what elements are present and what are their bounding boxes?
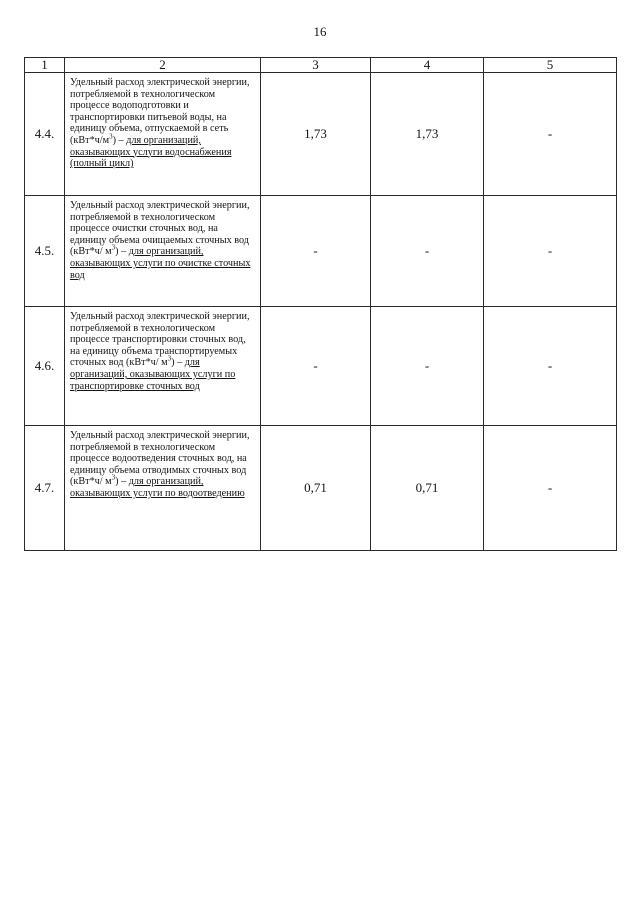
row-description [65,73,261,196]
header-col-5: 5 [484,58,617,73]
indicators-table [24,57,617,551]
table-row [25,196,617,307]
row-value-col4: - [371,196,484,307]
desc-superscript: 3 [109,132,113,141]
desc-after: ) – [171,357,185,369]
header-col-1: 1 [25,58,65,73]
table-row [25,73,617,196]
desc-after: ) – [112,134,127,146]
row-value-col3: 0,71 [261,426,371,551]
row-value-col5: - [484,307,617,426]
desc-superscript: 3 [111,473,116,482]
row-value-col3: 1,73 [261,73,371,196]
page-number: 16 [313,24,327,39]
header-col-2: 2 [65,58,261,73]
desc-text: Удельный расход электрической энергии, потребляемой в технологическом процессе водоотведения сточных вод, на единицу объема отводимых сточных вод (кВт*ч/ м [70,430,250,488]
desc-after: ) – [115,476,129,488]
table-row [25,426,617,551]
row-number: 4.5. [25,196,65,307]
row-value-col5: - [484,73,617,196]
desc-after: ) – [115,246,129,258]
row-description [65,196,261,307]
desc-underlined: для организаций, оказывающих услуги по транспортировке сточных вод [70,357,236,392]
row-value-col3: - [261,307,371,426]
table-header-row [25,58,617,73]
row-number: 4.7. [25,426,65,551]
desc-underlined: для организаций, оказывающих услуги по очистке сточных вод [70,246,251,281]
row-number: 4.6. [25,307,65,426]
row-value-col3: - [261,196,371,307]
header-col-3: 3 [261,58,371,73]
desc-text: Удельный расход электрической энергии, потребляемой в технологическом процессе транспортировки сточных вод, на единицу объема транспортируемых сточных вод (кВт*ч/ м [70,311,250,369]
row-value-col4: 1,73 [371,73,484,196]
row-value-col5: - [484,426,617,551]
desc-underlined: для организаций, оказывающих услуги водоснабжения (полный цикл) [70,134,232,170]
desc-text: Удельный расход электрической энергии, потребляемой в технологическом процессе водоподготовки и транспортировки питьевой воды, на единицу объема, отпускаемой в сеть (кВт*ч/м [70,77,250,146]
header-col-4: 4 [371,58,484,73]
desc-underlined: для организаций, оказывающих услуги по водоотведению [70,476,245,499]
desc-superscript: 3 [111,243,116,252]
row-value-col4: - [371,307,484,426]
row-value-col4: 0,71 [371,426,484,551]
row-description [65,426,261,551]
desc-superscript: 3 [167,354,172,363]
desc-text: Удельный расход электрической энергии, потребляемой в технологическом процессе очистки сточных вод, на единицу объема очищаемых сточных вод (кВт*ч/ м [70,200,250,258]
table-row [25,307,617,426]
row-value-col5: - [484,196,617,307]
row-number: 4.4. [25,73,65,196]
row-description [65,307,261,426]
